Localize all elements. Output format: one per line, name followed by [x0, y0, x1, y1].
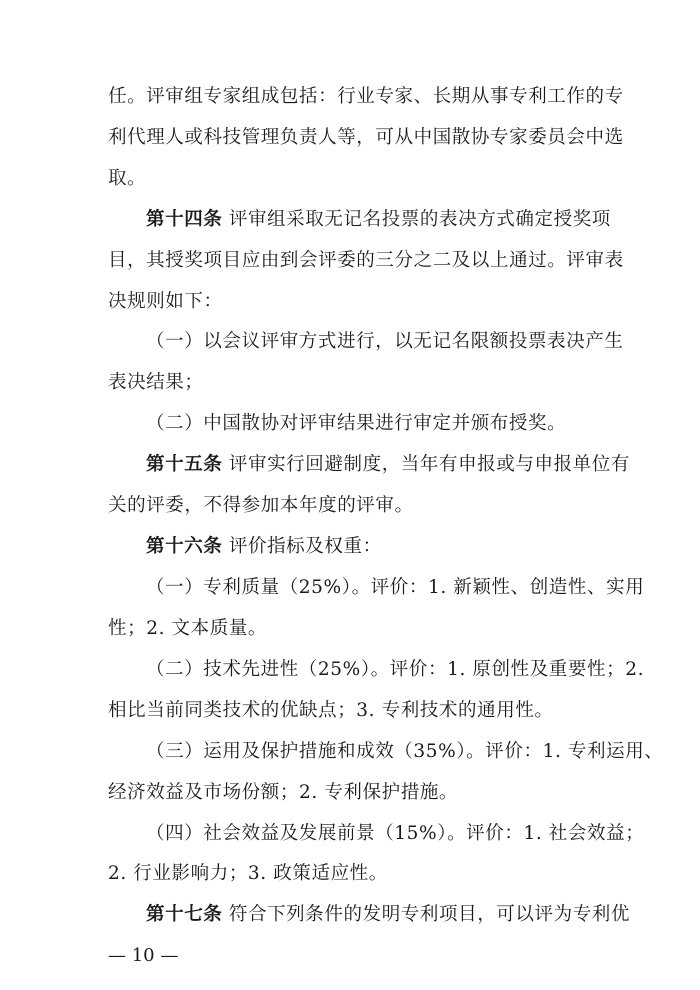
text-line-13: （一）专利质量（25%）。评价：1. 新颖性、创造性、实用	[146, 577, 645, 598]
text-line-5: 目，其授奖项目应由到会评委的三分之二及以上通过。评审表	[108, 250, 624, 271]
text-line-8: 表决结果；	[108, 372, 204, 393]
text-line-20: 2. 行业影响力；3. 政策适应性。	[108, 863, 388, 884]
text-line-16: 相比当前同类技术的优缺点；3. 专利技术的通用性。	[108, 700, 554, 721]
article-14-text: 评审组采取无记名投票的表决方式确定授奖项	[222, 209, 611, 230]
text-line-7: （一）以会议评审方式进行，以无记名限额投票表决产生	[146, 331, 624, 352]
text-line-11: 关的评委，不得参加本年度的评审。	[108, 495, 414, 516]
article-14-heading: 第十四条	[146, 209, 223, 230]
text-line-17: （三）运用及保护措施和成效（35%）。评价：1. 专利运用、	[146, 741, 664, 762]
article-15-text: 评审实行回避制度，当年有申报或与申报单位有	[222, 454, 630, 475]
article-17-heading: 第十七条	[146, 904, 223, 925]
text-line-1: 任。评审组专家组成包括：行业专家、长期从事专利工作的专	[108, 86, 624, 107]
text-line-2: 利代理人或科技管理负责人等，可从中国散协专家委员会中选	[108, 127, 624, 148]
article-16-heading: 第十六条	[146, 536, 223, 557]
article-17-text: 符合下列条件的发明专利项目，可以评为专利优	[222, 904, 630, 925]
text-line-19: （四）社会效益及发展前景（15%）。评价：1. 社会效益；	[146, 823, 645, 844]
text-line-15: （二）技术先进性（25%）。评价：1. 原创性及重要性；2.	[146, 659, 645, 680]
text-line-14: 性；2. 文本质量。	[108, 618, 268, 639]
article-17-line-1	[146, 903, 630, 927]
text-line-3: 取。	[108, 168, 147, 189]
article-14-line-1	[146, 208, 611, 232]
article-16-line-1	[146, 535, 382, 559]
article-15-line-1	[146, 453, 630, 477]
page-number: — 10 —	[108, 945, 179, 966]
article-15-heading: 第十五条	[146, 454, 223, 475]
text-line-6: 决规则如下：	[108, 291, 223, 312]
text-line-9: （二）中国散协对评审结果进行审定并颁布授奖。	[146, 413, 567, 434]
text-line-18: 经济效益及市场份额；2. 专利保护措施。	[108, 782, 459, 803]
article-16-text: 评价指标及权重：	[222, 536, 382, 557]
